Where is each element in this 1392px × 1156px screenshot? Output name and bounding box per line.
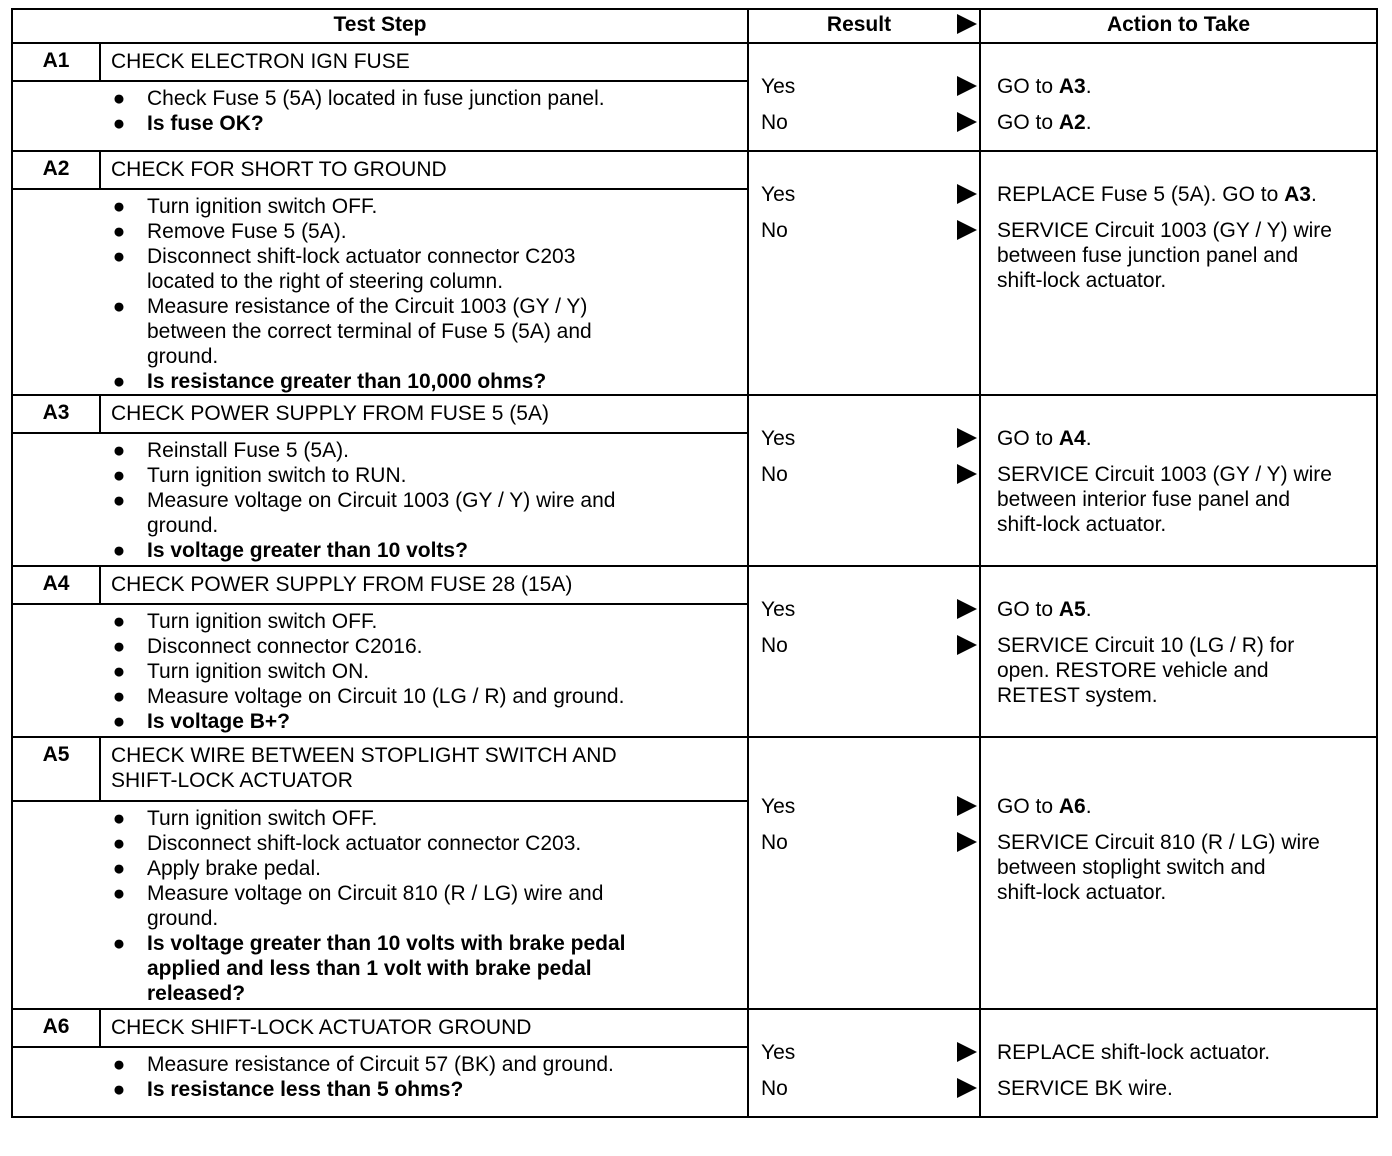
header-result: Result — [826, 13, 892, 36]
result-arrow-icon — [957, 112, 977, 132]
result-yes-a6: Yes — [761, 1041, 796, 1064]
step-item — [109, 369, 592, 394]
bullet-icon: ● — [112, 660, 126, 683]
step-list-a2 — [109, 194, 592, 394]
header-rule — [13, 42, 1376, 44]
step-id-a1: A1 — [42, 49, 70, 72]
bullet-icon: ● — [112, 1078, 126, 1101]
action-text: GO to — [997, 111, 1059, 134]
result-arrow-icon — [957, 220, 977, 240]
action-tail: . — [1085, 795, 1092, 818]
step-item — [109, 194, 592, 219]
action-yes-a4 — [997, 597, 1092, 622]
step-text: Turn ignition switch OFF. — [147, 610, 378, 633]
step-text: Turn ignition switch OFF. — [147, 807, 378, 830]
action-text: REPLACE shift-lock actuator. — [997, 1041, 1271, 1064]
result-arrow-icon — [957, 184, 977, 204]
step-id-a3: A3 — [42, 401, 70, 424]
step-item — [109, 881, 626, 931]
action-yes-a2 — [997, 182, 1317, 207]
step-item — [109, 931, 626, 1006]
step-text: Apply brake pedal. — [147, 857, 321, 880]
bullet-icon: ● — [112, 370, 126, 393]
step-title-a4: CHECK POWER SUPPLY FROM FUSE 28 (15A) — [111, 573, 573, 596]
action-text: SERVICE BK wire. — [997, 1077, 1173, 1100]
bullet-icon: ● — [112, 464, 126, 487]
bullet-icon: ● — [112, 635, 126, 658]
step-item — [109, 463, 615, 488]
action-text: SERVICE Circuit 810 (R / LG) wire between stoplight switch and shift-lock actuator. — [997, 831, 1320, 904]
action-text: SERVICE Circuit 1003 (GY / Y) wire between fuse junction panel and shift-lock actuator. — [997, 219, 1332, 292]
action-no-a3 — [997, 462, 1332, 537]
result-arrow-icon — [957, 1042, 977, 1062]
row-separator — [13, 565, 1376, 567]
action-tail: . — [1085, 427, 1092, 450]
result-yes-a1: Yes — [761, 75, 796, 98]
action-target: A4 — [1058, 427, 1086, 450]
step-item — [109, 86, 605, 111]
step-item — [109, 1077, 614, 1102]
step-id-a5: A5 — [42, 743, 70, 766]
result-no-a4: No — [761, 634, 788, 657]
step-item — [109, 219, 592, 244]
id-divider — [99, 738, 101, 800]
bullet-icon: ● — [112, 882, 126, 905]
action-target: A2 — [1058, 111, 1086, 134]
step-text: Check Fuse 5 (5A) located in fuse junction panel. — [147, 87, 605, 110]
action-no-a5 — [997, 830, 1320, 905]
step-title-a3: CHECK POWER SUPPLY FROM FUSE 5 (5A) — [111, 402, 549, 425]
bullet-icon: ● — [112, 710, 126, 733]
step-item — [109, 111, 605, 136]
bullet-icon: ● — [112, 539, 126, 562]
bullet-icon: ● — [112, 807, 126, 830]
title-rule — [13, 432, 747, 434]
action-yes-a1 — [997, 74, 1092, 99]
step-item — [109, 634, 624, 659]
step-title-a6: CHECK SHIFT-LOCK ACTUATOR GROUND — [111, 1016, 532, 1039]
step-item — [109, 488, 615, 538]
step-list-a4 — [109, 609, 624, 734]
step-text: Measure voltage on Circuit 810 (R / LG) wire and ground. — [147, 882, 604, 930]
result-no-a2: No — [761, 219, 788, 242]
step-list-a1 — [109, 86, 605, 136]
step-title-a1: CHECK ELECTRON IGN FUSE — [111, 50, 410, 73]
bullet-icon: ● — [112, 610, 126, 633]
step-title-a2: CHECK FOR SHORT TO GROUND — [111, 158, 447, 181]
step-item — [109, 856, 626, 881]
result-arrow-icon — [957, 635, 977, 655]
action-text: REPLACE Fuse 5 (5A). GO to — [997, 183, 1285, 206]
result-arrow-icon — [957, 1078, 977, 1098]
step-item — [109, 244, 592, 294]
step-text: Turn ignition switch ON. — [147, 660, 370, 683]
diagnostic-test-table — [11, 8, 1378, 1118]
step-text: Is voltage greater than 10 volts with brake pedal applied and less than 1 volt with brake pedal released? — [147, 932, 626, 1005]
result-arrow-icon — [957, 796, 977, 816]
step-text: Is resistance greater than 10,000 ohms? — [147, 370, 547, 393]
result-arrow-icon — [957, 599, 977, 619]
bullet-icon: ● — [112, 685, 126, 708]
step-item — [109, 538, 615, 563]
header-arrow-icon — [957, 14, 977, 34]
step-text: Remove Fuse 5 (5A). — [147, 220, 347, 243]
title-rule — [13, 188, 747, 190]
action-no-a1 — [997, 110, 1092, 135]
action-target: A3 — [1058, 75, 1086, 98]
action-no-a6 — [997, 1076, 1173, 1101]
result-yes-a4: Yes — [761, 598, 796, 621]
step-text: Measure resistance of Circuit 57 (BK) and ground. — [147, 1053, 614, 1076]
header-test-step: Test Step — [333, 13, 427, 36]
step-item — [109, 831, 626, 856]
title-rule — [13, 603, 747, 605]
step-item — [109, 659, 624, 684]
result-no-a3: No — [761, 463, 788, 486]
step-text: Measure voltage on Circuit 10 (LG / R) and ground. — [147, 685, 625, 708]
action-tail: . — [1085, 598, 1092, 621]
step-text: Turn ignition switch to RUN. — [147, 464, 407, 487]
action-target: A5 — [1058, 598, 1086, 621]
result-arrow-icon — [957, 832, 977, 852]
result-no-a6: No — [761, 1077, 788, 1100]
row-separator — [13, 736, 1376, 738]
step-item — [109, 709, 624, 734]
step-list-a6 — [109, 1052, 614, 1102]
result-no-a1: No — [761, 111, 788, 134]
bullet-icon: ● — [112, 489, 126, 512]
row-separator — [13, 150, 1376, 152]
bullet-icon: ● — [112, 245, 126, 268]
title-rule — [13, 800, 747, 802]
step-text: Measure voltage on Circuit 1003 (GY / Y) wire and ground. — [147, 489, 616, 537]
id-divider — [99, 1010, 101, 1046]
result-yes-a2: Yes — [761, 183, 796, 206]
action-target: A3 — [1284, 183, 1311, 206]
step-text: Is resistance less than 5 ohms? — [147, 1078, 464, 1101]
action-yes-a6 — [997, 1040, 1270, 1065]
step-text: Disconnect shift-lock actuator connector C203 located to the right of steering column. — [147, 245, 576, 293]
id-divider — [99, 152, 101, 188]
step-item — [109, 1052, 614, 1077]
id-divider — [99, 44, 101, 80]
bullet-icon: ● — [112, 295, 126, 318]
step-list-a5 — [109, 806, 626, 1006]
bullet-icon: ● — [112, 857, 126, 880]
bullet-icon: ● — [112, 195, 126, 218]
action-tail: . — [1085, 111, 1092, 134]
action-tail: . — [1085, 75, 1092, 98]
step-item — [109, 806, 626, 831]
bullet-icon: ● — [112, 220, 126, 243]
action-no-a4 — [997, 633, 1294, 708]
action-text: SERVICE Circuit 10 (LG / R) for open. RESTORE vehicle and RETEST system. — [997, 634, 1295, 707]
step-text: Disconnect connector C2016. — [147, 635, 423, 658]
row-separator — [13, 1008, 1376, 1010]
step-id-a6: A6 — [42, 1015, 70, 1038]
step-text: Is fuse OK? — [147, 112, 264, 135]
step-text: Measure resistance of the Circuit 1003 (GY / Y) between the correct terminal of Fuse 5 (5A) and ground. — [147, 295, 592, 368]
step-item — [109, 438, 615, 463]
result-yes-a5: Yes — [761, 795, 796, 818]
id-divider — [99, 396, 101, 432]
action-yes-a5 — [997, 794, 1092, 819]
bullet-icon: ● — [112, 439, 126, 462]
step-item — [109, 609, 624, 634]
result-arrow-icon — [957, 464, 977, 484]
id-divider — [99, 567, 101, 603]
result-arrow-icon — [957, 76, 977, 96]
result-arrow-icon — [957, 428, 977, 448]
action-text: GO to — [997, 598, 1059, 621]
step-list-a3 — [109, 438, 615, 563]
row-separator — [13, 394, 1376, 396]
bullet-icon: ● — [112, 932, 126, 955]
step-text: Reinstall Fuse 5 (5A). — [147, 439, 349, 462]
action-yes-a3 — [997, 426, 1092, 451]
column-divider-action — [979, 10, 981, 1116]
step-item — [109, 684, 624, 709]
title-rule — [13, 80, 747, 82]
action-text: SERVICE Circuit 1003 (GY / Y) wire between interior fuse panel and shift-lock actuator. — [997, 463, 1332, 536]
action-no-a2 — [997, 218, 1332, 293]
action-text: GO to — [997, 75, 1059, 98]
action-text: GO to — [997, 427, 1059, 450]
step-text: Disconnect shift-lock actuator connector C203. — [147, 832, 582, 855]
bullet-icon: ● — [112, 112, 126, 135]
bullet-icon: ● — [112, 87, 126, 110]
action-tail: . — [1310, 183, 1317, 206]
step-text: Is voltage greater than 10 volts? — [147, 539, 468, 562]
column-divider-result — [747, 10, 749, 1116]
step-id-a2: A2 — [42, 157, 70, 180]
result-no-a5: No — [761, 831, 788, 854]
action-target: A6 — [1058, 795, 1086, 818]
bullet-icon: ● — [112, 1053, 126, 1076]
header-action: Action to Take — [1106, 13, 1251, 36]
result-yes-a3: Yes — [761, 427, 796, 450]
step-title-a5: CHECK WIRE BETWEEN STOPLIGHT SWITCH AND SHIFT-LOCK ACTUATOR — [111, 744, 617, 792]
step-text: Is voltage B+? — [147, 710, 290, 733]
bullet-icon: ● — [112, 832, 126, 855]
title-rule — [13, 1046, 747, 1048]
step-item — [109, 294, 592, 369]
step-text: Turn ignition switch OFF. — [147, 195, 378, 218]
action-text: GO to — [997, 795, 1059, 818]
step-id-a4: A4 — [42, 572, 70, 595]
